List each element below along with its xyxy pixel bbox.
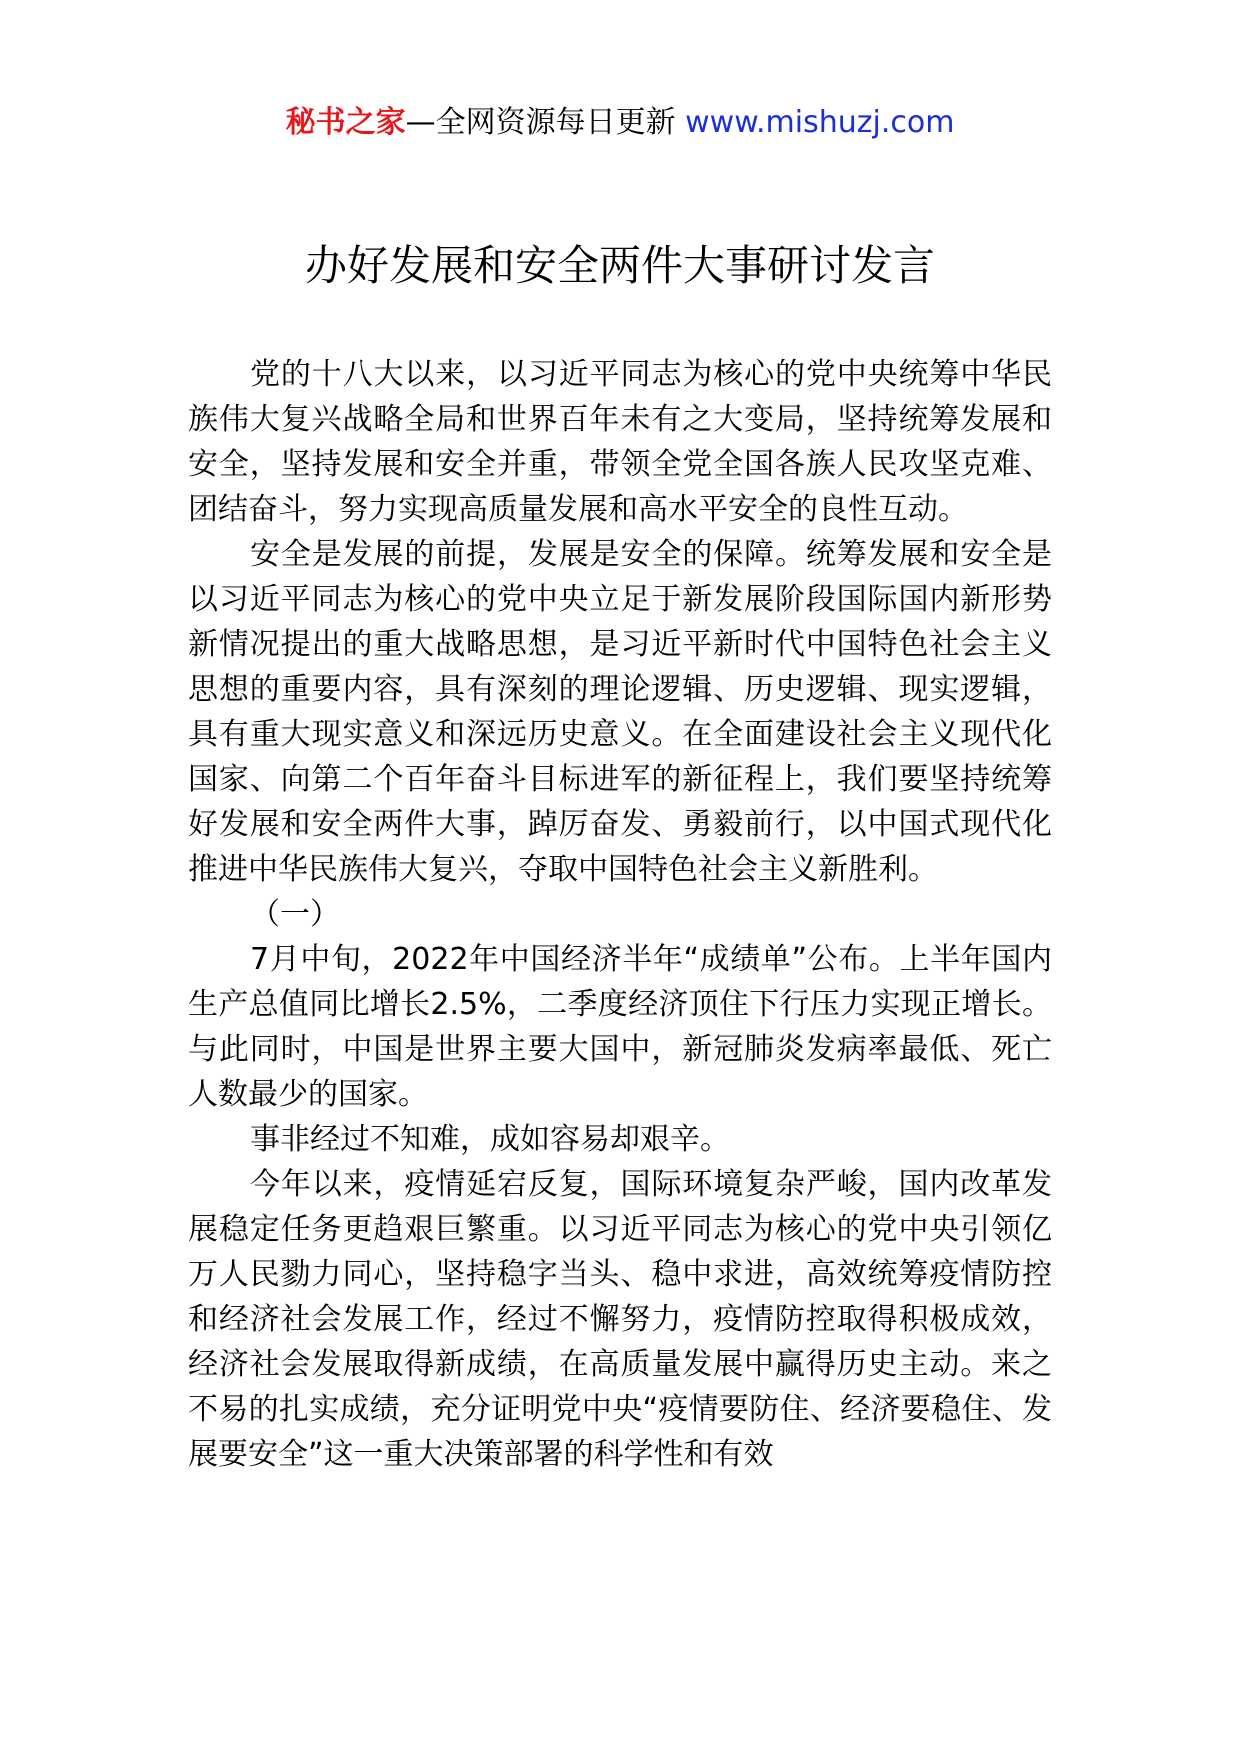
brand-name: 秘书之家 [285, 105, 406, 140]
site-header [0, 103, 1240, 143]
paragraph-4: 事非经过不知难，成如容易却艰辛。 [250, 1122, 730, 1157]
paragraph-1: 党的十八大以来，以习近平同志为核心的党中央统筹中华民族伟大复兴战略全局和世界百年未有之大变局，坚持统筹发展和安全，坚持发展和安全并重，带领全党全国各族人民攻坚克难、团结奋斗，努力实现高质量发展和高水平安全的良性互动。 [188, 357, 1052, 527]
site-tagline: —全网资源每日更新 [405, 105, 676, 140]
document-title: 办好发展和安全两件大事研讨发言 [304, 241, 935, 290]
paragraph-3: 7月中旬，2022年中国经济半年“成绩单”公布。上半年国内生产总值同比增长2.5%，二季度经济顶住下行压力实现正增长。与此同时，中国是世界主要大国中，新冠肺炎发病率最低、死亡人数最少的国家。 [188, 942, 1052, 1112]
paragraph-5: 今年以来，疫情延宕反复，国际环境复杂严峻，国内改革发展稳定任务更趋艰巨繁重。以习近平同志为核心的党中央引领亿万人民勠力同心，坚持稳字当头、稳中求进，高效统筹疫情防控和经济社会发展工作，经过不懈努力，疫情防控取得积极成效，经济社会发展取得新成绩，在高质量发展中赢得历史主动。来之不易的扎实成绩，充分证明党中央“疫情要防住、经济要稳住、发展要安全”这一重大决策部署的科学性和有效 [188, 1167, 1052, 1472]
section-heading: （一） [250, 897, 340, 932]
document-body [188, 352, 1052, 1477]
paragraph-2: 安全是发展的前提，发展是安全的保障。统筹发展和安全是以习近平同志为核心的党中央立足于新发展阶段国际国内新形势新情况提出的重大战略思想，是习近平新时代中国特色社会主义思想的重要内容，具有深刻的理论逻辑、历史逻辑、现实逻辑，具有重大现实意义和深远历史意义。在全面建设社会主义现代化国家、向第二个百年奋斗目标进军的新征程上，我们要坚持统筹好发展和安全两件大事，踔厉奋发、勇毅前行，以中国式现代化推进中华民族伟大复兴，夺取中国特色社会主义新胜利。 [188, 537, 1052, 887]
site-url[interactable]: www.mishuzj.com [685, 105, 955, 140]
